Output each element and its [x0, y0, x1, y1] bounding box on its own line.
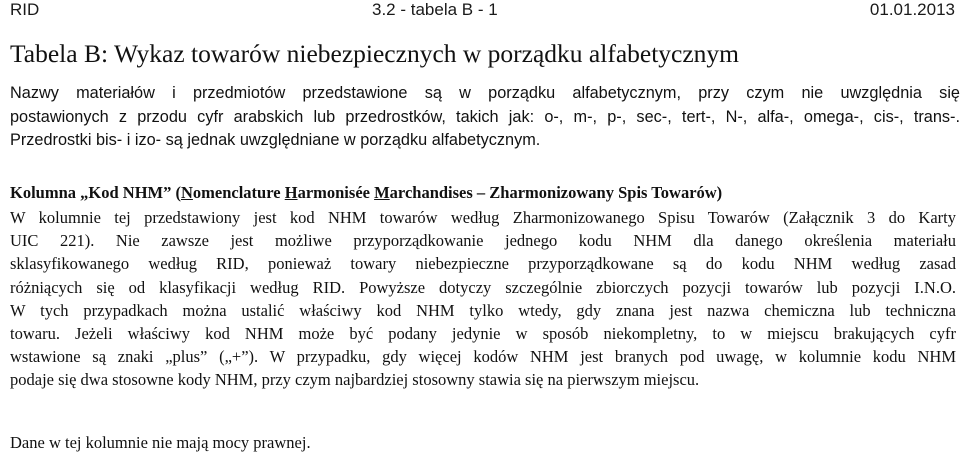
header-document-code: RID — [10, 0, 40, 19]
intro-line: Nazwy materiałów i przedmiotów przedstawione są w porządku alfabetycznym, przy czym nie uwzględnia się — [10, 84, 960, 102]
header-section-reference: 3.2 - tabela B - 1 — [372, 0, 498, 19]
body-line: sklasyfikowanego według RID, ponieważ towary niebezpieczne przyporządkowane są do kodu NHM według zasad — [10, 254, 956, 274]
body-line: wstawione są znaki „plus” („+”). W przypadku, gdy więcej kodów NHM jest branych pod uwagę, w kolumnie kodu NHM — [10, 347, 956, 367]
page-title: Tabela B: Wykaz towarów niebezpiecznych w porządku alfabetycznym — [10, 39, 740, 68]
section-heading — [10, 182, 722, 204]
heading-part: armonisée — [297, 183, 375, 202]
heading-underlined-letter: H — [284, 183, 298, 202]
intro-line: Przedrostki bis- i izo- są jednak uwzględniane w porządku alfabetycznym. — [10, 131, 541, 149]
body-line: podaje się dwa stosowne kody NHM, przy czym najbardziej stosowny stawia się na pierwszym miejscu. — [10, 370, 700, 390]
page-header — [10, 0, 955, 22]
legal-note: Dane w tej kolumnie nie mają mocy prawnej. — [10, 433, 311, 452]
section-body-paragraph — [10, 206, 956, 392]
body-line: W kolumnie tej przedstawiony jest kod NHM towarów według Zharmonizowanego Spisu Towarów (Załącznik 3 do Karty — [10, 208, 956, 227]
heading-underlined-letter: N — [180, 183, 193, 202]
body-line: UIC 221). Nie zawsze jest możliwe przyporządkowanie jednego kodu NHM dla danego określenia materiału — [10, 231, 956, 251]
body-line: towaru. Jeżeli właściwy kod NHM może być podany jedynie w sposób niekompletny, to w miejscu brakujących cyfr — [10, 324, 956, 344]
body-line: różniących się od klasyfikacji według RID. Powyższe dotyczy szczególnie zbiorczych pozycji towarów lub pozycji I.N.O. — [10, 277, 956, 297]
header-date: 01.01.2013 — [869, 0, 955, 19]
heading-prefix: Kolumna „Kod NHM” ( — [10, 183, 181, 202]
body-line: W tych przypadkach można ustalić właściwy kod NHM tylko wtedy, gdy znana jest nazwa chemiczna lub techniczna — [10, 300, 956, 320]
heading-part: archandises – Zharmonizowany Spis Towarów) — [389, 183, 723, 202]
intro-paragraph — [10, 82, 960, 153]
intro-line: postawionych z przodu cyfr arabskich lub przedrostków, takich jak: o-, m-, p-, sec-, tert-, N-, alfa-, omega-, cis-, trans-. — [10, 107, 960, 126]
heading-part: omenclature — [192, 183, 285, 202]
heading-underlined-letter: M — [374, 183, 390, 202]
